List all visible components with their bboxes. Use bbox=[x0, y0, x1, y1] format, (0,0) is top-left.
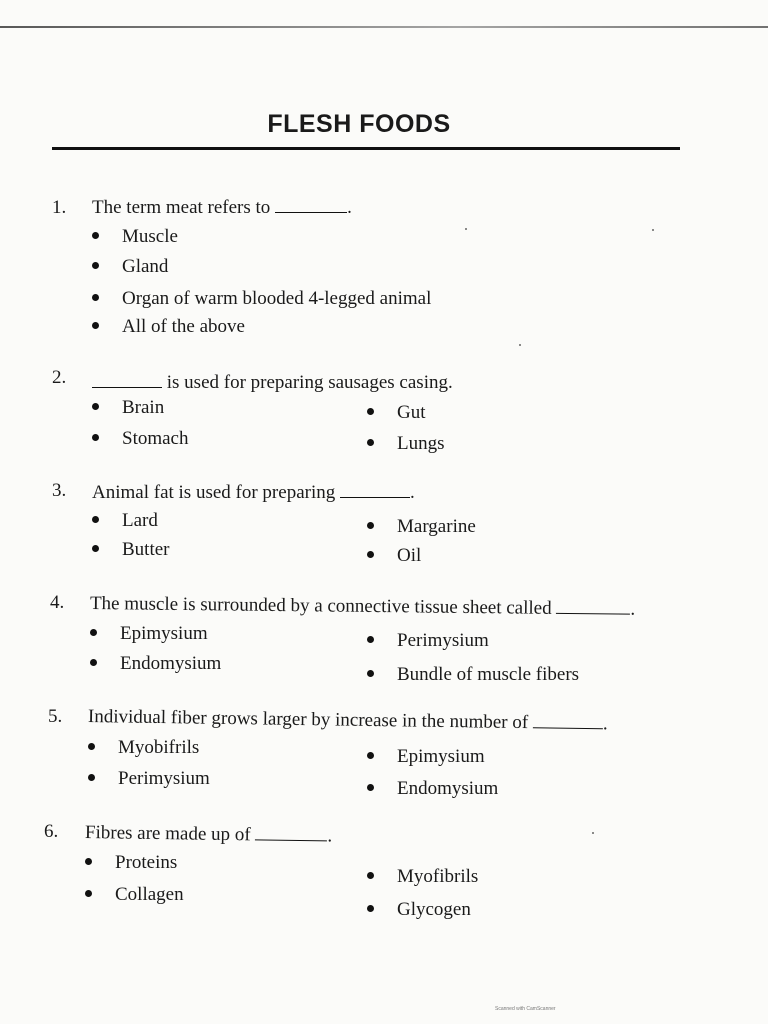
bullet-icon bbox=[90, 659, 97, 666]
option-text: Endomysium bbox=[120, 653, 222, 674]
option-text: Perimysium bbox=[397, 630, 489, 651]
answer-blank bbox=[255, 825, 327, 841]
stem-text: The muscle is surrounded by a connective tissue sheet called bbox=[89, 593, 552, 619]
bullet-icon bbox=[85, 890, 92, 897]
option-text: Lard bbox=[122, 510, 158, 531]
option-text: Collagen bbox=[115, 884, 184, 905]
scan-speck bbox=[592, 832, 594, 834]
option-text: Stomach bbox=[122, 428, 189, 449]
bullet-icon bbox=[367, 752, 374, 759]
question-number: 6. bbox=[44, 821, 59, 842]
question-stem bbox=[85, 822, 332, 847]
bullet-icon bbox=[367, 670, 374, 677]
bullet-icon bbox=[92, 262, 99, 269]
question-stem bbox=[92, 372, 453, 394]
bullet-icon bbox=[367, 551, 374, 558]
scanner-watermark: Scanned with CamScanner bbox=[495, 1006, 556, 1012]
stem-punct: . bbox=[347, 197, 352, 218]
bullet-icon bbox=[92, 322, 99, 329]
stem-text: Fibres are made up of bbox=[84, 822, 251, 846]
bullet-icon bbox=[92, 516, 99, 523]
bullet-icon bbox=[367, 408, 374, 415]
option-text: Gland bbox=[122, 256, 169, 277]
bullet-icon bbox=[367, 784, 374, 791]
bullet-icon bbox=[92, 294, 99, 301]
bullet-icon bbox=[88, 774, 95, 781]
option bbox=[367, 545, 421, 567]
option-text: Margarine bbox=[397, 516, 476, 537]
option-text: Lungs bbox=[397, 433, 445, 454]
option-text: Butter bbox=[122, 539, 170, 560]
bullet-icon bbox=[367, 905, 374, 912]
stem-text: Individual fiber grows larger by increase in the number of bbox=[87, 706, 529, 734]
answer-blank bbox=[340, 483, 410, 498]
option bbox=[92, 510, 158, 532]
option-text: Myofibrils bbox=[397, 866, 479, 887]
bullet-icon bbox=[367, 872, 374, 879]
option bbox=[92, 539, 170, 561]
option-text: Myobifrils bbox=[118, 737, 200, 758]
bullet-icon bbox=[92, 232, 99, 239]
option bbox=[90, 653, 221, 675]
stem-text: Animal fat is used for preparing bbox=[92, 482, 336, 503]
option-text: Glycogen bbox=[397, 899, 471, 920]
question-number: 3. bbox=[52, 480, 67, 501]
option bbox=[85, 884, 184, 906]
bullet-icon bbox=[90, 629, 97, 636]
option bbox=[88, 768, 210, 790]
question-number: 2. bbox=[52, 367, 67, 388]
option bbox=[367, 433, 445, 455]
option-text: Epimysium bbox=[120, 623, 208, 644]
page-title: FLESH FOODS bbox=[267, 110, 451, 138]
question-stem bbox=[88, 706, 608, 735]
question-number: 5. bbox=[48, 706, 63, 727]
question-stem bbox=[92, 197, 352, 219]
option bbox=[92, 397, 164, 419]
option bbox=[367, 664, 579, 686]
stem-punct: . bbox=[327, 825, 333, 847]
option bbox=[85, 852, 177, 874]
title-rule bbox=[52, 147, 680, 150]
option bbox=[367, 778, 498, 800]
bullet-icon bbox=[92, 403, 99, 410]
answer-blank bbox=[92, 373, 162, 388]
option bbox=[367, 866, 478, 888]
option bbox=[92, 428, 189, 450]
option bbox=[367, 630, 489, 652]
question-number: 4. bbox=[50, 592, 65, 613]
answer-blank bbox=[556, 599, 630, 615]
stem-text: is used for preparing sausages casing. bbox=[166, 372, 453, 393]
bullet-icon bbox=[367, 522, 374, 529]
scan-speck bbox=[465, 228, 467, 230]
stem-punct: . bbox=[602, 713, 608, 735]
answer-blank bbox=[533, 713, 603, 729]
option bbox=[367, 746, 485, 768]
option-text: Epimysium bbox=[397, 746, 485, 767]
answer-blank bbox=[275, 198, 347, 213]
option-text: Bundle of muscle fibers bbox=[397, 664, 580, 685]
option-text: Perimysium bbox=[118, 768, 210, 789]
question-stem bbox=[90, 593, 635, 621]
bullet-icon bbox=[92, 434, 99, 441]
option-text: Muscle bbox=[122, 226, 178, 247]
stem-punct: . bbox=[409, 482, 415, 503]
stem-text: The term meat refers to bbox=[92, 197, 271, 218]
bullet-icon bbox=[367, 636, 374, 643]
option-text: All of the above bbox=[122, 316, 245, 337]
option bbox=[92, 288, 431, 310]
scan-speck bbox=[519, 344, 521, 346]
bullet-icon bbox=[85, 858, 92, 865]
option bbox=[92, 226, 178, 248]
stem-punct: . bbox=[630, 598, 636, 620]
bullet-icon bbox=[92, 545, 99, 552]
option bbox=[367, 516, 476, 538]
option-text: Brain bbox=[122, 397, 165, 418]
bullet-icon bbox=[88, 743, 95, 750]
option-text: Oil bbox=[397, 545, 422, 566]
bullet-icon bbox=[367, 439, 374, 446]
option-text: Endomysium bbox=[397, 778, 499, 799]
option-text: Gut bbox=[397, 402, 426, 423]
option bbox=[92, 316, 245, 338]
option-text: Proteins bbox=[115, 852, 178, 873]
question-number: 1. bbox=[52, 197, 67, 218]
scan-speck bbox=[652, 229, 654, 231]
option bbox=[367, 402, 426, 424]
option-text: Organ of warm blooded 4-legged animal bbox=[122, 288, 432, 309]
option bbox=[367, 899, 471, 921]
option bbox=[88, 737, 199, 759]
scan-edge-line bbox=[0, 26, 768, 28]
option bbox=[92, 256, 168, 278]
option bbox=[90, 623, 208, 645]
question-stem bbox=[92, 482, 415, 504]
